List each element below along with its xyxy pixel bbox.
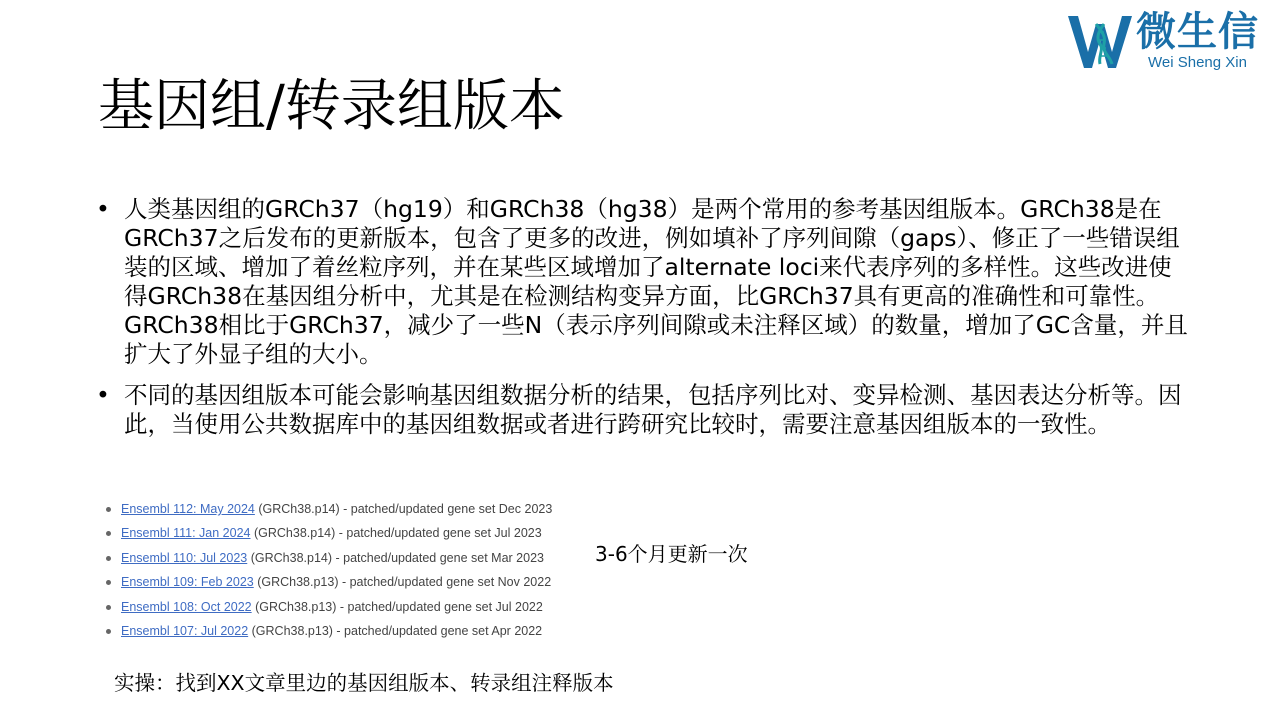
bullet-list <box>96 195 1191 451</box>
ensembl-release-item <box>106 521 552 545</box>
list-bullet-icon <box>106 507 111 512</box>
ensembl-release-item <box>106 570 552 594</box>
list-bullet-icon <box>106 580 111 585</box>
list-bullet-icon <box>106 556 111 561</box>
list-bullet-icon <box>106 605 111 610</box>
brand-logo <box>1066 8 1272 74</box>
bullet-item <box>96 195 1191 369</box>
ensembl-release-link[interactable]: Ensembl 108: Oct 2022 <box>121 599 252 614</box>
list-bullet-icon <box>106 531 111 536</box>
ensembl-release-link[interactable]: Ensembl 112: May 2024 <box>121 502 255 516</box>
ensembl-release-list <box>106 497 552 643</box>
logo-chinese-text: 微生信 <box>1136 9 1259 55</box>
bullet-text: 不同的基因组版本可能会影响基因组数据分析的结果，包括序列比对、变异检测、基因表达分析等。因此，当使用公共数据库中的基因组数据或者进行跨研究比较时，需要注意基因组版本的一致性。 <box>124 381 1182 438</box>
bullet-item <box>96 381 1191 439</box>
ensembl-release-detail: (GRCh38.p14) - patched/updated gene set Jul 2023 <box>250 526 542 541</box>
ensembl-release-link[interactable]: Ensembl 111: Jan 2024 <box>121 526 251 541</box>
bullet-marker: • <box>96 381 110 409</box>
ensembl-release-detail: (GRCh38.p13) - patched/updated gene set Nov 2022 <box>253 575 552 590</box>
ensembl-release-detail: (GRCh38.p13) - patched/updated gene set Apr 2022 <box>248 624 543 639</box>
ensembl-release-link[interactable]: Ensembl 109: Feb 2023 <box>121 575 254 590</box>
ensembl-release-detail: (GRCh38.p14) - patched/updated gene set Dec 2023 <box>254 502 553 516</box>
practice-note: 实操：找到XX文章里边的基因组版本、转录组注释版本 <box>114 671 614 695</box>
list-bullet-icon <box>106 629 111 634</box>
ensembl-release-item <box>106 546 552 570</box>
bullet-text: 人类基因组的GRCh37（hg19）和GRCh38（hg38）是两个常用的参考基因组版本。GRCh38是在GRCh37之后发布的更新版本，包含了更多的改进，例如填补了序列间隙（gaps）、修正了一些错误组装的区域、增加了着丝粒序列，并在某些区域增加了alternate loci来代表序列的多样性。这些改进使得GRCh38在基因组分析中，尤其是在检测结构变异方面，比GRCh37具有更高的准确性和可靠性。GRCh38相比于GRCh37，减少了一些N（表示序列间隙或未注释区域）的数量，增加了GC含量，并且扩大了外显子组的大小。 <box>124 195 1188 368</box>
ensembl-release-detail: (GRCh38.p14) - patched/updated gene set Mar 2023 <box>247 550 544 565</box>
ensembl-release-link[interactable]: Ensembl 107: Jul 2022 <box>121 624 249 639</box>
w-dna-logo-icon <box>1066 10 1134 72</box>
logo-english-text: Wei Sheng Xin <box>1148 54 1247 71</box>
ensembl-release-detail: (GRCh38.p13) - patched/updated gene set Jul 2022 <box>251 599 543 614</box>
update-frequency-note: 3-6个月更新一次 <box>595 542 748 566</box>
slide-title: 基因组/转录组版本 <box>98 74 565 139</box>
bullet-marker: • <box>96 195 110 223</box>
ensembl-release-item <box>106 619 552 643</box>
ensembl-release-link[interactable]: Ensembl 110: Jul 2023 <box>121 550 248 565</box>
ensembl-release-item <box>106 595 552 619</box>
ensembl-release-item <box>106 497 552 521</box>
